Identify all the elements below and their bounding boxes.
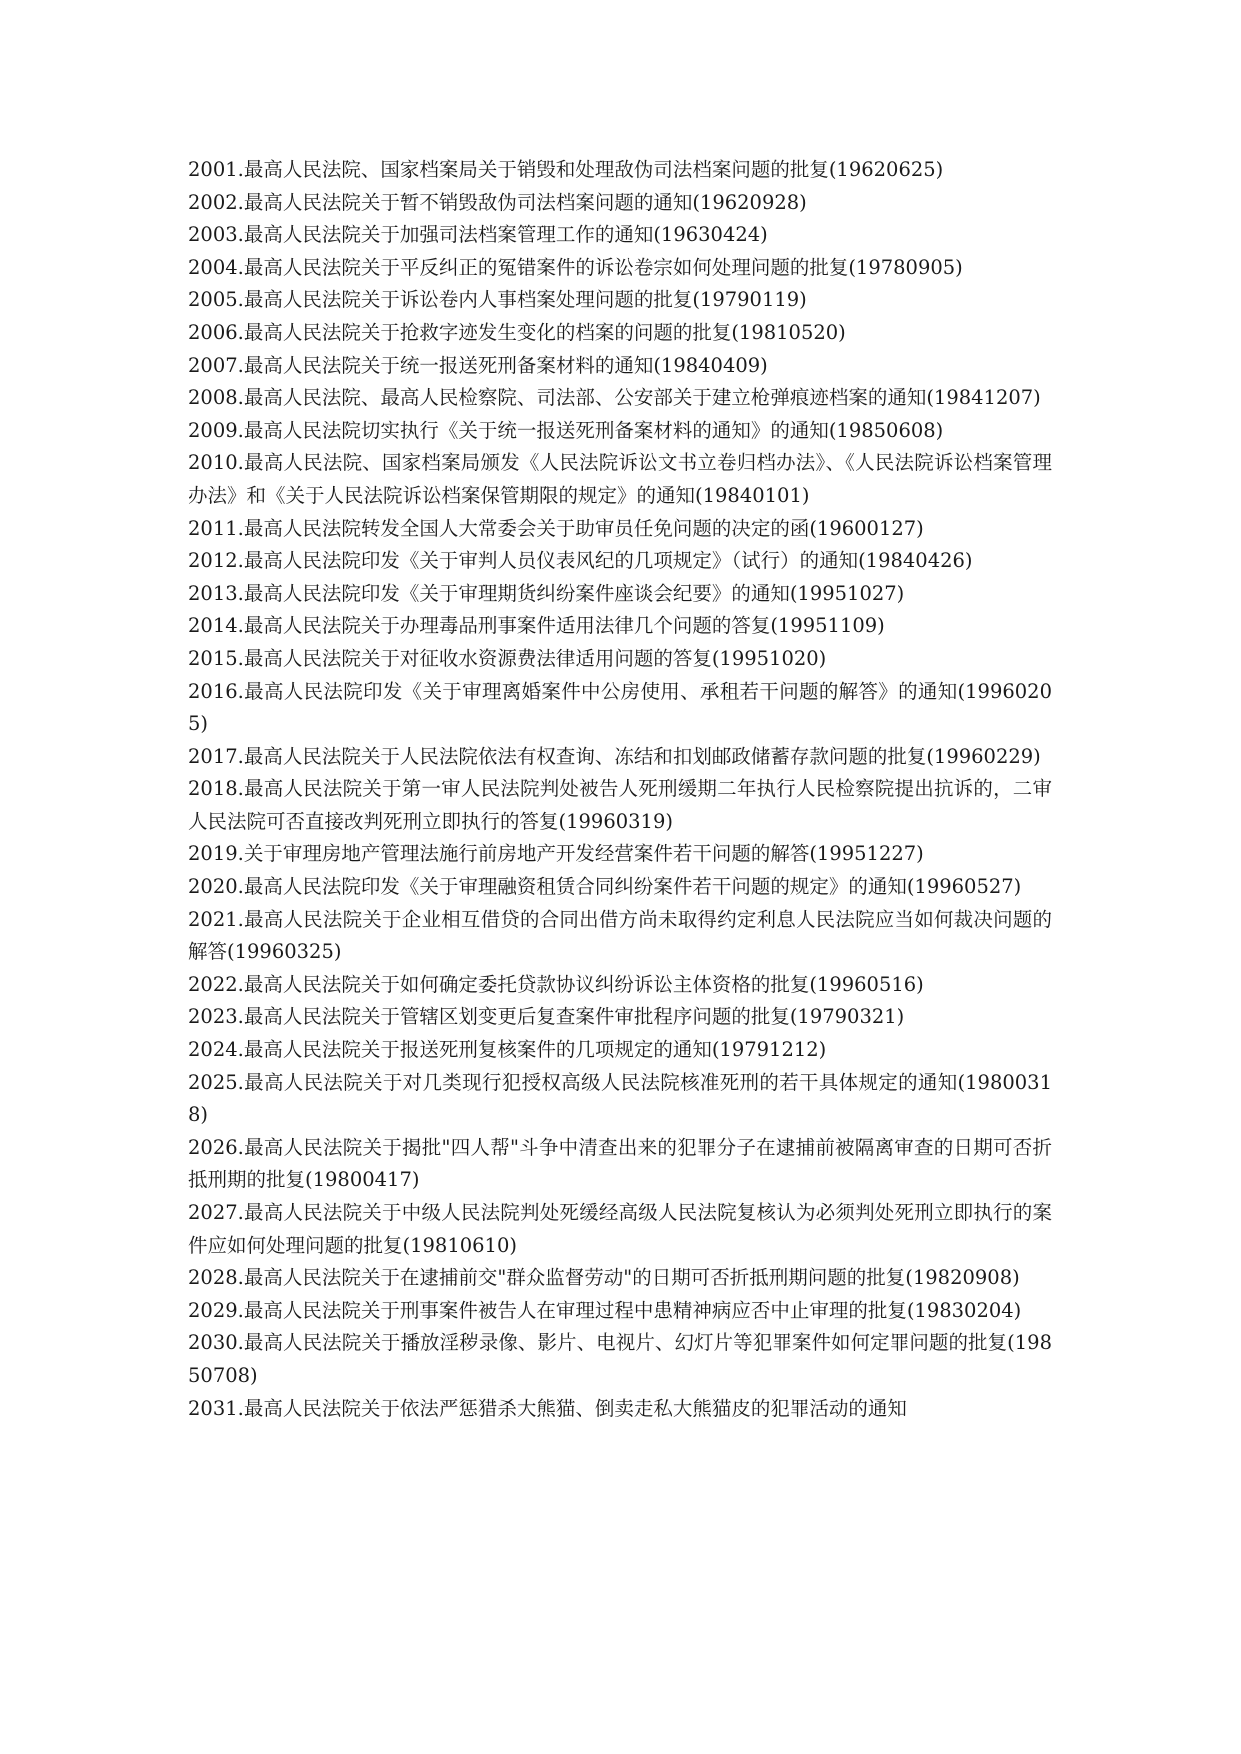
document-entry: 2023.最高人民法院关于管辖区划变更后复查案件审批程序问题的批复(19790321) bbox=[188, 1005, 905, 1029]
document-entry: 2006.最高人民法院关于抢救字迹发生变化的档案的问题的批复(19810520) bbox=[188, 320, 846, 344]
document-entry: 2015.最高人民法院关于对征收水资源费法律适用问题的答复(19951020) bbox=[188, 646, 827, 670]
document-entry: 2013.最高人民法院印发《关于审理期货纠纷案件座谈会纪要》的通知(19951027) bbox=[188, 581, 905, 605]
document-entry: 2001.最高人民法院、国家档案局关于销毁和处理敌伪司法档案问题的批复(19620625) bbox=[188, 158, 944, 181]
document-entry: 2016.最高人民法院印发《关于审理离婚案件中公房使用、承租若干问题的解答》的通知(19960205) bbox=[188, 679, 1052, 736]
document-entry: 2026.最高人民法院关于揭批"四人帮"斗争中清查出来的犯罪分子在逮捕前被隔离审查的日期可否折抵刑期的批复(19800417) bbox=[188, 1135, 1052, 1192]
document-entry: 2027.最高人民法院关于中级人民法院判处死缓经高级人民法院复核认为必须判处死刑立即执行的案件应如何处理问题的批复(19810610) bbox=[188, 1201, 1052, 1257]
document-entry: 2012.最高人民法院印发《关于审判人员仪表风纪的几项规定》（试行）的通知(19840426) bbox=[188, 549, 973, 573]
document-entry: 2014.最高人民法院关于办理毒品刑事案件适用法律几个问题的答复(19951109) bbox=[188, 614, 885, 638]
document-entry: 2028.最高人民法院关于在逮捕前交"群众监督劳动"的日期可否折抵刑期问题的批复(19820908) bbox=[188, 1266, 1020, 1290]
document-entry: 2017.最高人民法院关于人民法院依法有权查询、冻结和扣划邮政储蓄存款问题的批复(19960229) bbox=[188, 744, 1041, 768]
document-entry: 2025.最高人民法院关于对几类现行犯授权高级人民法院核准死刑的若干具体规定的通知(19800318) bbox=[188, 1070, 1052, 1127]
document-entry: 2005.最高人民法院关于诉讼卷内人事档案处理问题的批复(19790119) bbox=[188, 288, 807, 312]
document-entry: 2010.最高人民法院、国家档案局颁发《人民法院诉讼文书立卷归档办法》、《人民法院诉讼档案管理办法》和《关于人民法院诉讼档案保管期限的规定》的通知(19840101) bbox=[188, 451, 1052, 507]
document-entry-list bbox=[188, 154, 1052, 1425]
document-entry: 2004.最高人民法院关于平反纠正的冤错案件的诉讼卷宗如何处理问题的批复(19780905) bbox=[188, 255, 963, 279]
document-entry: 2008.最高人民法院、最高人民检察院、司法部、公安部关于建立枪弹痕迹档案的通知(19841207) bbox=[188, 386, 1041, 410]
document-entry: 2011.最高人民法院转发全国人大常委会关于助审员任免问题的决定的函(19600127) bbox=[188, 516, 924, 540]
document-entry: 2019.关于审理房地产管理法施行前房地产开发经营案件若干问题的解答(19951227) bbox=[188, 842, 924, 866]
document-entry: 2024.最高人民法院关于报送死刑复核案件的几项规定的通知(19791212) bbox=[188, 1038, 827, 1062]
document-entry: 2030.最高人民法院关于播放淫秽录像、影片、电视片、幻灯片等犯罪案件如何定罪问题的批复(19850708) bbox=[188, 1331, 1052, 1387]
document-entry: 2021.最高人民法院关于企业相互借贷的合同出借方尚未取得约定利息人民法院应当如何裁决问题的解答(19960325) bbox=[188, 907, 1052, 964]
document-entry: 2003.最高人民法院关于加强司法档案管理工作的通知(19630424) bbox=[188, 223, 768, 247]
document-entry: 2009.最高人民法院切实执行《关于统一报送死刑备案材料的通知》的通知(19850608) bbox=[188, 418, 944, 442]
document-entry: 2022.最高人民法院关于如何确定委托贷款协议纠纷诉讼主体资格的批复(19960516) bbox=[188, 972, 924, 996]
document-entry: 2007.最高人民法院关于统一报送死刑备案材料的通知(19840409) bbox=[188, 353, 768, 377]
document-entry: 2002.最高人民法院关于暂不销毁敌伪司法档案问题的通知(19620928) bbox=[188, 190, 807, 214]
document-entry: 2018.最高人民法院关于第一审人民法院判处被告人死刑缓期二年执行人民检察院提出抗诉的，二审人民法院可否直接改判死刑立即执行的答复(19960319) bbox=[188, 777, 1052, 833]
document-entry: 2020.最高人民法院印发《关于审理融资租赁合同纠纷案件若干问题的规定》的通知(19960527) bbox=[188, 875, 1022, 899]
document-entry: 2031.最高人民法院关于依法严惩猎杀大熊猫、倒卖走私大熊猫皮的犯罪活动的通知 bbox=[188, 1396, 907, 1420]
document-entry: 2029.最高人民法院关于刑事案件被告人在审理过程中患精神病应否中止审理的批复(19830204) bbox=[188, 1298, 1022, 1322]
